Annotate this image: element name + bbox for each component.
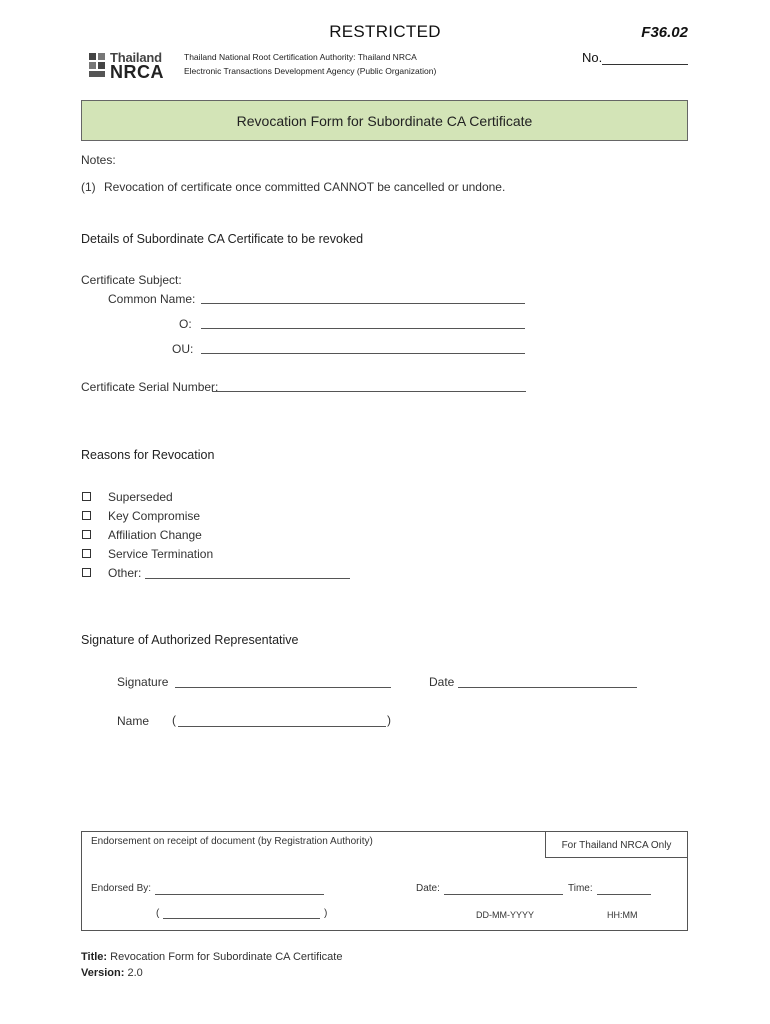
note-number: (1) [81,180,96,194]
endorsed-by-field[interactable] [155,894,324,895]
reason-superseded-label: Superseded [108,490,173,504]
details-heading: Details of Subordinate CA Certificate to be revoked [81,232,364,246]
name-label: Name [117,714,150,728]
signature-label: Signature [117,675,169,689]
common-name-field[interactable] [201,303,525,304]
footer-title-label: Title: [81,951,108,963]
endorsement-date-label: Date: [416,883,440,894]
date-format-hint: DD-MM-YYYY [476,910,534,920]
note-text: Revocation of certificate once committed CANNOT be cancelled or undone. [104,180,506,194]
notes-label: Notes: [81,153,116,167]
organization-label: O: [179,317,192,331]
checkbox-affiliation-change[interactable] [82,530,91,539]
checkbox-superseded[interactable] [82,492,91,501]
serial-number-label: Certificate Serial Number: [81,380,219,394]
endorser-name-field[interactable] [163,918,320,919]
document-number-label: No. [582,50,603,65]
logo-word-thailand: Thailand [110,50,162,65]
endorsement-time-field[interactable] [597,894,651,895]
serial-number-field[interactable] [212,391,526,392]
checkbox-key-compromise[interactable] [82,511,91,520]
reasons-heading: Reasons for Revocation [81,448,215,462]
name-close-paren: ) [387,713,391,727]
form-code: F36.02 [641,24,688,41]
document-number-field[interactable] [602,64,688,65]
footer-version-label: Version: [81,967,125,979]
endorsement-date-field[interactable] [444,894,563,895]
endorsement-heading: Endorsement on receipt of document (by Registration Authority) [91,836,373,847]
signature-heading: Signature of Authorized Representative [81,633,299,647]
endorser-name-close-paren: ) [324,908,328,919]
reason-service-termination-label: Service Termination [108,547,214,561]
reason-affiliation-change-label: Affiliation Change [108,528,202,542]
checkbox-other[interactable] [82,568,91,577]
footer-title [81,951,342,963]
footer-version [81,967,143,979]
footer-version-value: 2.0 [127,967,143,979]
logo-word-nrca: NRCA [110,62,164,82]
nrca-logo [88,50,174,80]
organizational-unit-label: OU: [172,342,194,356]
endorser-name-open-paren: ( [156,908,160,919]
checkbox-service-termination[interactable] [82,549,91,558]
name-field[interactable] [178,726,386,727]
agency-name-line-2: Electronic Transactions Development Agency (Public Organization) [184,66,437,76]
common-name-label: Common Name: [108,292,196,306]
other-reason-field[interactable] [145,578,350,579]
agency-name-line-1: Thailand National Root Certification Authority: Thailand NRCA [184,52,417,62]
reason-other-label: Other: [108,566,142,580]
office-use-label: For Thailand NRCA Only [545,831,688,858]
signature-field[interactable] [175,687,391,688]
time-format-hint: HH:MM [607,910,638,920]
nrca-logo-mark-icon [88,52,106,78]
name-open-paren: ( [172,713,176,727]
endorsement-time-label: Time: [568,883,593,894]
signature-date-label: Date [429,675,455,689]
footer-title-value: Revocation Form for Subordinate CA Certificate [110,951,343,963]
organizational-unit-field[interactable] [201,353,525,354]
organization-field[interactable] [201,328,525,329]
reason-key-compromise-label: Key Compromise [108,509,201,523]
signature-date-field[interactable] [458,687,637,688]
form-title: Revocation Form for Subordinate CA Certificate [81,100,688,141]
certificate-subject-label: Certificate Subject: [81,273,182,287]
endorsed-by-label: Endorsed By: [91,883,152,894]
classification-label: RESTRICTED [329,22,441,41]
